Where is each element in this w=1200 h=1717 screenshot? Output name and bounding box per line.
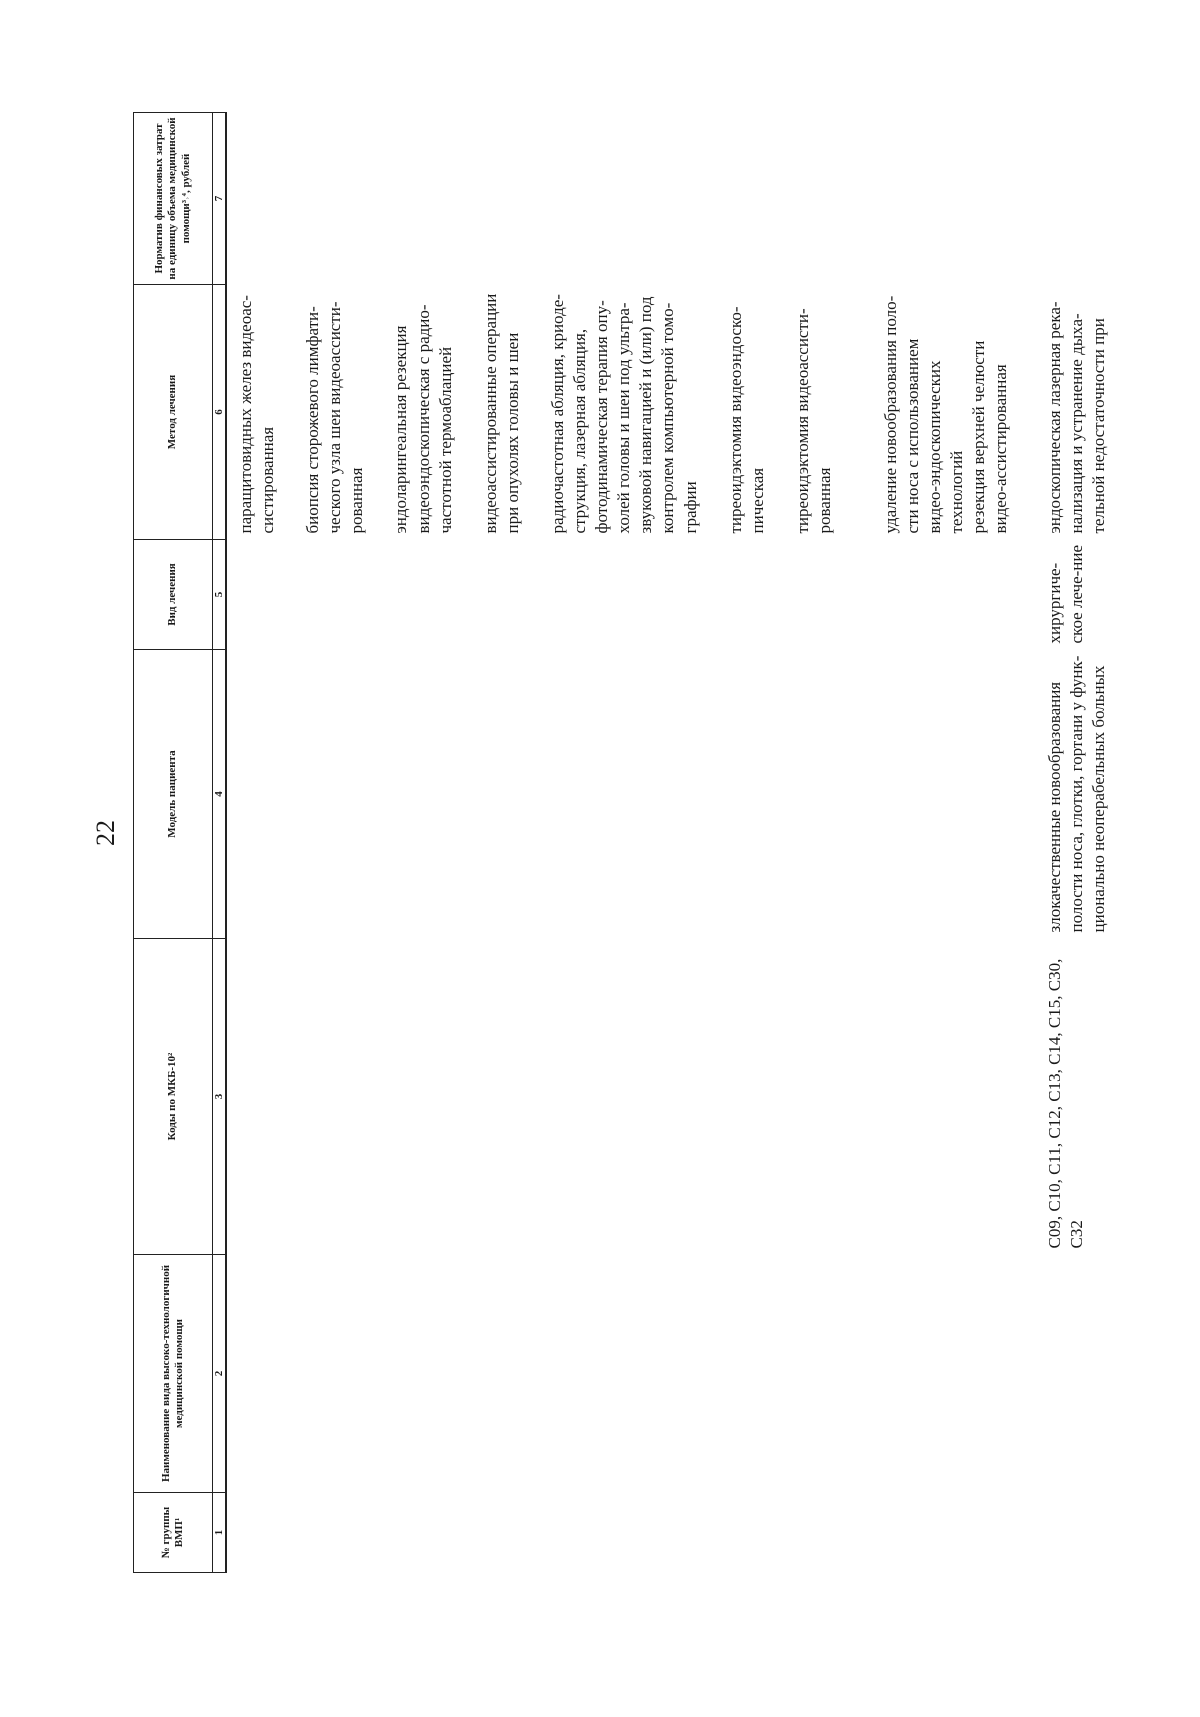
cell-empty: [1036, 113, 1110, 285]
cell-empty: [1036, 1493, 1110, 1573]
column-number: 5: [213, 540, 227, 650]
patient-model-cell: злокачественные новообразования полости носа, глотки, гортани у функ-ционально неоперабельных больных: [1044, 655, 1108, 933]
method-item: паращитовидных желез видеоас-систированная: [236, 295, 278, 534]
column-number: 3: [213, 939, 227, 1255]
cell-empty: [226, 1255, 1036, 1493]
page-number: 22: [91, 820, 120, 846]
column-number: 2: [213, 1255, 227, 1493]
treatment-method-cell: эндоскопическая лазерная река-нализация и устранение дыха-тельной недостаточности при: [1044, 301, 1108, 534]
methods-cell: [226, 285, 1036, 540]
column-number: 4: [213, 650, 227, 939]
icd-codes-cell: C09, C10, C11, C12, C13, C14, C15, C30, C32: [1044, 958, 1086, 1249]
header-icd-codes: Коды по МКБ-10²: [134, 939, 213, 1255]
cell-empty: [226, 113, 1036, 285]
header-group-number: № группы ВМП¹: [134, 1493, 213, 1573]
header-cost-standard: Норматив финансовых затрат на единицу объема медицинской помощи³˒⁴, рублей: [134, 113, 213, 285]
header-care-type-name: Наименование вида высоко-технологичной медицинской помощи: [134, 1255, 213, 1493]
rotated-table-container: [133, 113, 1108, 1573]
method-item: удаление новообразования поло-сти носа с использованием видео-эндоскопических технологий: [880, 295, 967, 534]
method-item: тиреоидэктомия видеоэндоско-пическая: [725, 306, 767, 534]
column-number: 1: [213, 1493, 227, 1573]
column-number: 6: [213, 285, 227, 540]
method-item: видеоассистированные операции при опухолях головы и шеи: [480, 293, 522, 534]
header-row: [134, 113, 213, 1573]
treatment-type-cell: хирургиче-ское лече-ние: [1044, 544, 1086, 644]
method-item: резекция верхней челюсти видео-ассистированная: [969, 340, 1011, 534]
column-number: 7: [213, 113, 227, 285]
method-item: биопсия сторожевого лимфати-ческого узла шеи видеоассисти-рованная: [303, 301, 367, 534]
header-patient-model: Модель пациента: [134, 650, 213, 939]
vmp-table: [133, 112, 1110, 1573]
cell-empty: [226, 1493, 1036, 1573]
cell-empty: [226, 540, 1036, 650]
cell-empty: [1036, 1255, 1110, 1493]
column-number-row: [213, 113, 227, 1573]
method-item: радиочастотная абляция, криоде-струкция, лазерная абляция, фотодинамическая терапия опу-холей головы и шеи под ультра-звуковой навигацией и (или) под контролем компьютерной томо-графии: [547, 294, 700, 534]
cell-empty: [226, 939, 1036, 1255]
cell-empty: [226, 650, 1036, 939]
method-item: эндоларингеальная резекция видеоэндоскопическая с радио-частотной термоаблацией: [391, 304, 455, 534]
method-item: тиреоидэктомия видеоассисти-рованная: [792, 308, 834, 534]
table-body-row: [226, 113, 1036, 1573]
header-treatment-type: Вид лечения: [134, 540, 213, 650]
header-treatment-method: Метод лечения: [134, 285, 213, 540]
table-row-bottom: [1036, 113, 1110, 1573]
